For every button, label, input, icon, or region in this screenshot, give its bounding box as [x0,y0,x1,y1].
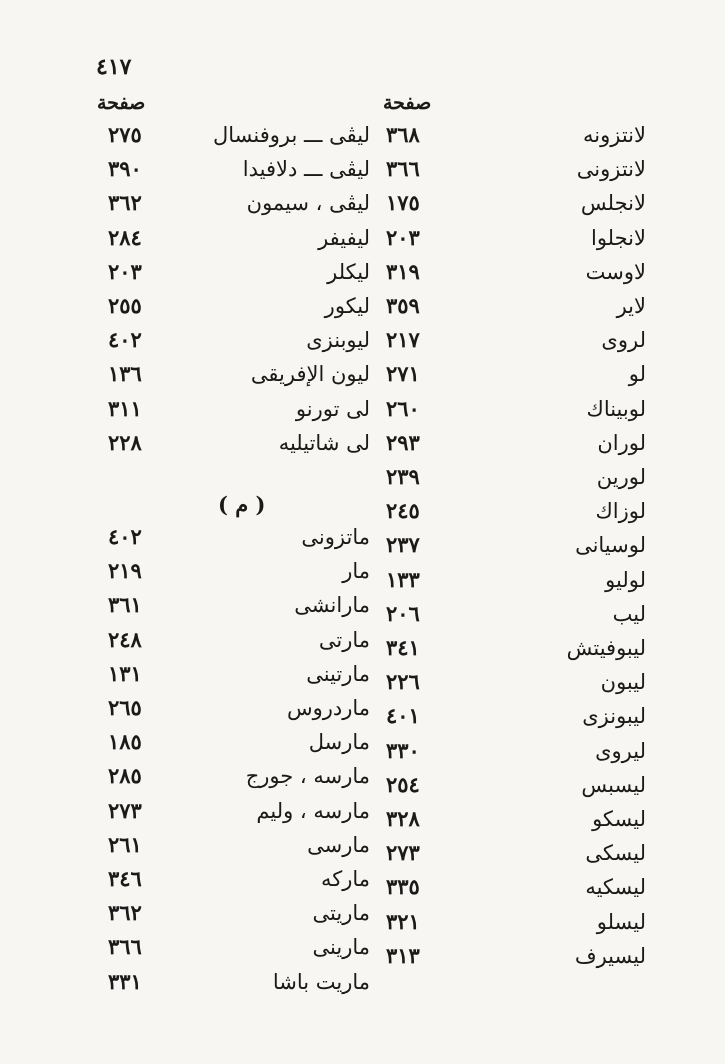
entry-page-number: ٢٩٣ [386,430,420,455]
entry-page-number: ٤٠١ [386,703,420,728]
entry-page-number: ٢٤٥ [386,498,420,523]
entry-name: لوليو [605,568,646,592]
index-entry [380,597,646,631]
entry-page-number: ٢٦٠ [386,396,420,421]
entry-name: لو [628,362,646,386]
entry-name: لوبيناك [586,397,646,421]
entry-page-number: ٢٠٣ [386,225,420,250]
entry-name: مارسى [307,833,370,857]
entry-name: مارسه ، وليم [256,799,370,823]
entry-name: لانجلوا [590,226,646,250]
index-entry [380,118,646,152]
entry-name: لانتزونه [583,123,646,147]
entry-name: لورين [596,465,646,489]
entry-name: مارينى [312,935,370,959]
index-entry [100,152,370,186]
index-entry [100,221,370,255]
entry-name: لوزاك [595,499,646,523]
entry-page-number: ٣٥٩ [386,293,420,318]
index-entry [380,255,646,289]
entry-name: ليب [612,602,646,626]
entry-page-number: ٢٦١ [108,832,142,857]
entry-name: ليڤى ـــ دلافيدا [242,157,370,181]
index-entry [380,665,646,699]
index-entry [100,828,370,862]
entry-page-number: ٢١٧ [386,327,420,352]
index-entry [100,794,370,828]
entry-name: مارانشى [294,593,370,617]
entry-page-number: ٣٤١ [386,635,420,660]
entry-name: ليسيرف [574,944,646,968]
entry-name: ماريت باشا [272,970,370,994]
entry-name: لى شاتيليه [278,431,370,455]
entry-page-number: ٤٠٢ [108,524,142,549]
entry-page-number: ٣٣٠ [386,738,420,763]
index-entry [100,426,370,460]
entry-name: ليسكو [592,807,646,831]
index-entry [100,623,370,657]
index-entry [100,392,370,426]
entry-page-number: ٤٠٢ [108,327,142,352]
entry-page-number: ٣٢٨ [386,806,420,831]
entry-page-number: ١٣٦ [108,361,142,386]
index-entry [380,870,646,904]
entry-name: ليبون [600,670,646,694]
entry-page-number: ٣٦١ [108,592,142,617]
entry-name: ليبونزى [582,704,646,728]
index-entry [380,802,646,836]
entry-page-number: ٢٧٥ [108,122,142,147]
index-entry [380,905,646,939]
entry-name: ليڤى ـــ بروفنسال [212,123,370,147]
entry-page-number: ٢٠٣ [108,259,142,284]
index-entry [380,392,646,426]
entry-page-number: ٣٤٦ [108,866,142,891]
entry-page-number: ١٣١ [108,661,142,686]
entry-name: مارسه ، جورج [245,764,370,788]
index-entry [380,289,646,323]
index-entry [380,494,646,528]
column-header-middle: صفحة [383,92,432,114]
index-entry [100,896,370,930]
entry-page-number: ٢٥٤ [386,772,420,797]
entry-page-number: ٣٦٢ [108,900,142,925]
index-entry [380,152,646,186]
column-header-left: صفحة [97,92,146,114]
entry-name: ليڤى ، سيمون [246,191,370,215]
entry-page-number: ٢٣٩ [386,464,420,489]
entry-name: مار [342,559,370,583]
index-entry [100,965,370,999]
index-entry [380,460,646,494]
entry-page-number: ٢٧٣ [108,798,142,823]
entry-page-number: ١٣٣ [386,567,420,592]
index-entry [380,734,646,768]
index-entry [100,118,370,152]
index-entry [100,323,370,357]
entry-name: ماركه [320,867,370,891]
index-entry [380,357,646,391]
index-entry [380,699,646,733]
entry-page-number: ٣٢١ [386,909,420,934]
index-entry [380,836,646,870]
entry-page-number: ٣٦٨ [386,122,420,147]
entry-name: مارسل [308,730,370,754]
index-entry [100,520,370,554]
index-entry [380,426,646,460]
index-entry [380,939,646,973]
entry-name: لاوست [585,260,646,284]
index-entry [380,768,646,802]
entry-page-number: ٢٢٦ [386,669,420,694]
entry-page-number: ٢٢٨ [108,430,142,455]
entry-page-number: ٣٦٦ [108,934,142,959]
entry-name: ليكور [324,294,370,318]
entry-page-number: ٢٨٤ [108,225,142,250]
entry-name: ليفيفر [318,226,370,250]
entry-page-number: ٣١٩ [386,259,420,284]
index-entry [100,255,370,289]
entry-name: ليوبنزى [306,328,370,352]
entry-name: لانجلس [580,191,646,215]
index-entry [100,759,370,793]
index-entry [100,657,370,691]
entry-name: ليكلر [327,260,370,284]
entry-page-number: ٢٦٥ [108,695,142,720]
index-entry [380,323,646,357]
entry-name: لى تورنو [295,397,370,421]
entry-name: ليبوفيتش [566,636,646,660]
entry-name: ماتزونى [301,525,370,549]
entry-name: لروى [601,328,646,352]
entry-page-number: ٢٥٥ [108,293,142,318]
entry-page-number: ٣٣٥ [386,874,420,899]
index-entry [100,588,370,622]
entry-page-number: ٣٦٢ [108,190,142,215]
entry-page-number: ٢١٩ [108,558,142,583]
index-entry [100,725,370,759]
entry-page-number: ١٨٥ [108,729,142,754]
entry-name: ليسكيه [585,875,646,899]
entry-name: لوسيانى [575,533,646,557]
index-entry [100,930,370,964]
entry-name: لاير [616,294,646,318]
index-entry [100,862,370,896]
entry-name: ليسكى [585,841,646,865]
index-entry [380,563,646,597]
index-entry [380,221,646,255]
index-entry [100,691,370,725]
index-entry [100,357,370,391]
page-number: ٤١٧ [96,54,132,80]
entry-page-number: ٢٣٧ [386,532,420,557]
entry-page-number: ٢٤٨ [108,627,142,652]
entry-page-number: ٢٧١ [386,361,420,386]
index-entry [100,289,370,323]
entry-name: ليسلو [596,910,646,934]
entry-page-number: ٢٨٥ [108,763,142,788]
entry-page-number: ٢٧٣ [386,840,420,865]
entry-name: لانتزونى [576,157,646,181]
entry-name: مارتى [318,628,370,652]
entry-page-number: ٣٦٦ [386,156,420,181]
entry-page-number: ١٧٥ [386,190,420,215]
index-entry [100,186,370,220]
index-entry [100,554,370,588]
entry-name: ليسبس [581,773,646,797]
section-letter-mim: ( م ) [218,492,266,517]
index-entry [380,186,646,220]
entry-page-number: ٣٣١ [108,969,142,994]
index-entry [380,528,646,562]
entry-page-number: ٣١٣ [386,943,420,968]
entry-name: لوران [597,431,646,455]
entry-name: ماريتى [312,901,370,925]
entry-page-number: ٢٠٦ [386,601,420,626]
entry-name: ليون الإفريقى [250,362,370,386]
index-entry [380,631,646,665]
entry-name: ليروى [595,739,646,763]
entry-page-number: ٣١١ [108,396,142,421]
entry-name: ماردروس [286,696,370,720]
entry-page-number: ٣٩٠ [108,156,142,181]
entry-name: مارتينى [306,662,370,686]
